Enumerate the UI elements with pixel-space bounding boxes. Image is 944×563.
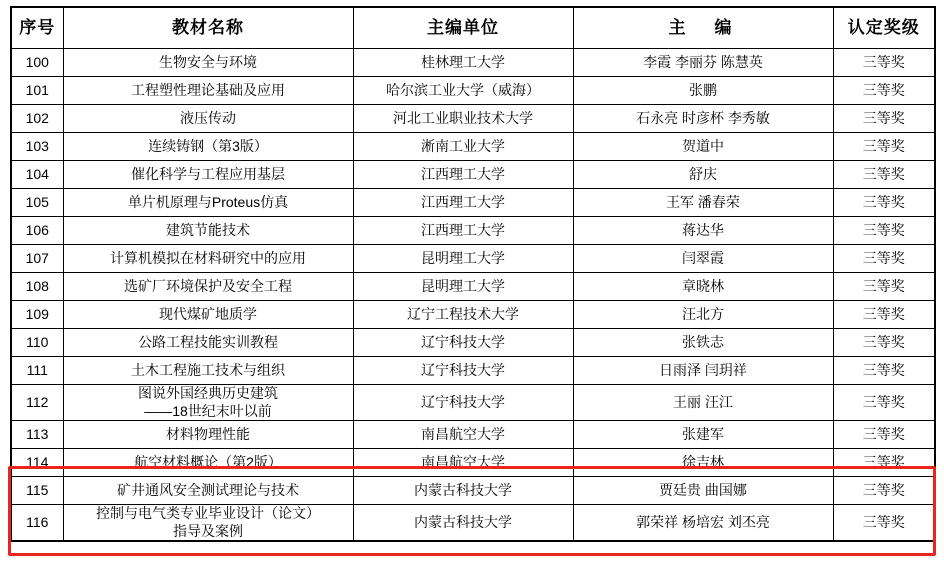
- table-row: [11, 477, 935, 505]
- cell-no: 109: [11, 301, 63, 329]
- cell-no: 116: [11, 505, 63, 542]
- cell-chief: 张铁志: [573, 329, 833, 357]
- cell-name-line1: 工程塑性理论基础及应用: [131, 81, 285, 98]
- cell-grade: 三等奖: [833, 477, 935, 505]
- table-row: [11, 77, 935, 105]
- cell-name: [63, 329, 353, 357]
- table-body: [11, 49, 935, 542]
- cell-name-line1: 控制与电气类专业毕业设计（论文）: [96, 505, 320, 521]
- cell-name: [63, 505, 353, 542]
- cell-name: [63, 449, 353, 477]
- table-row: [11, 385, 935, 421]
- cell-name-line1: 单片机原理与Proteus仿真: [127, 193, 289, 210]
- cell-grade: 三等奖: [833, 505, 935, 542]
- cell-grade: 三等奖: [833, 421, 935, 449]
- cell-chief: 贾廷贵 曲国娜: [573, 477, 833, 505]
- cell-name-line1: 液压传动: [180, 109, 236, 126]
- cell-unit: 桂林理工大学: [353, 49, 573, 77]
- cell-name-line1: 材料物理性能: [166, 425, 250, 442]
- cell-no: 100: [11, 49, 63, 77]
- cell-unit: 辽宁科技大学: [353, 357, 573, 385]
- column-header-name: 教材名称: [63, 7, 353, 49]
- column-header-no: 序号: [11, 7, 63, 49]
- cell-grade: 三等奖: [833, 77, 935, 105]
- cell-chief: 王军 潘春荣: [573, 189, 833, 217]
- cell-name-line1: 选矿厂环境保护及安全工程: [124, 277, 292, 294]
- award-table: [10, 6, 936, 542]
- cell-unit: 辽宁工程技术大学: [353, 301, 573, 329]
- cell-grade: 三等奖: [833, 217, 935, 245]
- cell-unit: 河北工业职业技术大学: [353, 105, 573, 133]
- cell-no: 113: [11, 421, 63, 449]
- cell-name: [63, 357, 353, 385]
- cell-chief: 章晓林: [573, 273, 833, 301]
- table-row: [11, 273, 935, 301]
- cell-chief: 徐吉林: [573, 449, 833, 477]
- table-row: [11, 421, 935, 449]
- cell-grade: 三等奖: [833, 329, 935, 357]
- cell-grade: 三等奖: [833, 301, 935, 329]
- cell-grade: 三等奖: [833, 245, 935, 273]
- cell-name-line1: 生物安全与环境: [159, 53, 257, 70]
- cell-name-line1: 建筑节能技术: [166, 221, 250, 238]
- cell-unit: 江西理工大学: [353, 217, 573, 245]
- cell-no: 104: [11, 161, 63, 189]
- cell-no: 103: [11, 133, 63, 161]
- cell-unit: 内蒙古科技大学: [353, 505, 573, 542]
- cell-chief: 日雨泽 闫玥祥: [573, 357, 833, 385]
- column-header-unit: 主编单位: [353, 7, 573, 49]
- cell-chief: 闫翠霞: [573, 245, 833, 273]
- cell-no: 114: [11, 449, 63, 477]
- cell-grade: 三等奖: [833, 357, 935, 385]
- table-header: [11, 7, 935, 49]
- cell-chief: 汪北方: [573, 301, 833, 329]
- cell-unit: 江西理工大学: [353, 161, 573, 189]
- cell-grade: 三等奖: [833, 105, 935, 133]
- table-row: [11, 449, 935, 477]
- cell-grade: 三等奖: [833, 133, 935, 161]
- cell-name-line1: 图说外国经典历史建筑: [138, 385, 278, 401]
- cell-grade: 三等奖: [833, 385, 935, 421]
- cell-unit: 南昌航空大学: [353, 421, 573, 449]
- cell-name: [63, 385, 353, 421]
- table-row: [11, 189, 935, 217]
- cell-name: [63, 161, 353, 189]
- cell-chief: 舒庆: [573, 161, 833, 189]
- cell-chief: 郭荣祥 杨培宏 刘丕亮: [573, 505, 833, 542]
- cell-name: [63, 133, 353, 161]
- cell-chief: 李霞 李丽芬 陈慧英: [573, 49, 833, 77]
- cell-no: 107: [11, 245, 63, 273]
- cell-name: [63, 105, 353, 133]
- cell-grade: 三等奖: [833, 161, 935, 189]
- cell-chief: 石永亮 时彦杯 李秀敏: [573, 105, 833, 133]
- cell-grade: 三等奖: [833, 273, 935, 301]
- cell-name: [63, 477, 353, 505]
- cell-no: 111: [11, 357, 63, 385]
- table-row: [11, 329, 935, 357]
- cell-unit: 江西理工大学: [353, 189, 573, 217]
- table-row: [11, 105, 935, 133]
- cell-unit: 昆明理工大学: [353, 245, 573, 273]
- cell-name-line1: 土木工程施工技术与组织: [131, 361, 285, 378]
- cell-name: [63, 49, 353, 77]
- table-row: [11, 49, 935, 77]
- cell-unit: 昆明理工大学: [353, 273, 573, 301]
- cell-grade: 三等奖: [833, 189, 935, 217]
- cell-name-line1: 矿井通风安全测试理论与技术: [117, 481, 299, 498]
- cell-chief: 王丽 汪江: [573, 385, 833, 421]
- cell-no: 105: [11, 189, 63, 217]
- cell-chief: 张鹏: [573, 77, 833, 105]
- cell-unit: 辽宁科技大学: [353, 329, 573, 357]
- cell-name: [63, 77, 353, 105]
- cell-name: [63, 273, 353, 301]
- cell-name: [63, 421, 353, 449]
- table-row: [11, 133, 935, 161]
- cell-name-line2: 指导及案例: [173, 522, 243, 539]
- column-header-grade: 认定奖级: [833, 7, 935, 49]
- column-header-chief: 主 编: [573, 7, 833, 49]
- cell-name: [63, 189, 353, 217]
- cell-name: [63, 217, 353, 245]
- cell-name-line1: 航空材料概论（第2版）: [134, 453, 282, 470]
- cell-name-line1: 连续铸钢（第3版）: [148, 137, 268, 154]
- cell-chief: 张建军: [573, 421, 833, 449]
- cell-chief: 蒋达华: [573, 217, 833, 245]
- cell-unit: 辽宁科技大学: [353, 385, 573, 421]
- cell-no: 110: [11, 329, 63, 357]
- cell-name: [63, 245, 353, 273]
- table-row: [11, 161, 935, 189]
- cell-name-line1: 现代煤矿地质学: [159, 305, 257, 322]
- cell-unit: 内蒙古科技大学: [353, 477, 573, 505]
- table-row: [11, 357, 935, 385]
- cell-no: 108: [11, 273, 63, 301]
- table-row: [11, 505, 935, 542]
- cell-unit: 南昌航空大学: [353, 449, 573, 477]
- cell-unit: 哈尔滨工业大学（威海）: [353, 77, 573, 105]
- cell-no: 102: [11, 105, 63, 133]
- cell-grade: 三等奖: [833, 449, 935, 477]
- cell-name-line1: 催化科学与工程应用基层: [131, 165, 285, 182]
- table-row: [11, 301, 935, 329]
- cell-no: 106: [11, 217, 63, 245]
- cell-chief: 贺道中: [573, 133, 833, 161]
- cell-no: 115: [11, 477, 63, 505]
- cell-name-line2: ——18世纪末叶以前: [144, 402, 272, 419]
- table-header-row: [11, 7, 935, 49]
- table-row: [11, 217, 935, 245]
- cell-unit: 淅南工业大学: [353, 133, 573, 161]
- cell-no: 112: [11, 385, 63, 421]
- cell-name-line1: 公路工程技能实训教程: [138, 333, 278, 350]
- cell-name: [63, 301, 353, 329]
- cell-name-line1: 计算机模拟在材料研究中的应用: [110, 249, 306, 266]
- cell-grade: 三等奖: [833, 49, 935, 77]
- cell-no: 101: [11, 77, 63, 105]
- table-row: [11, 245, 935, 273]
